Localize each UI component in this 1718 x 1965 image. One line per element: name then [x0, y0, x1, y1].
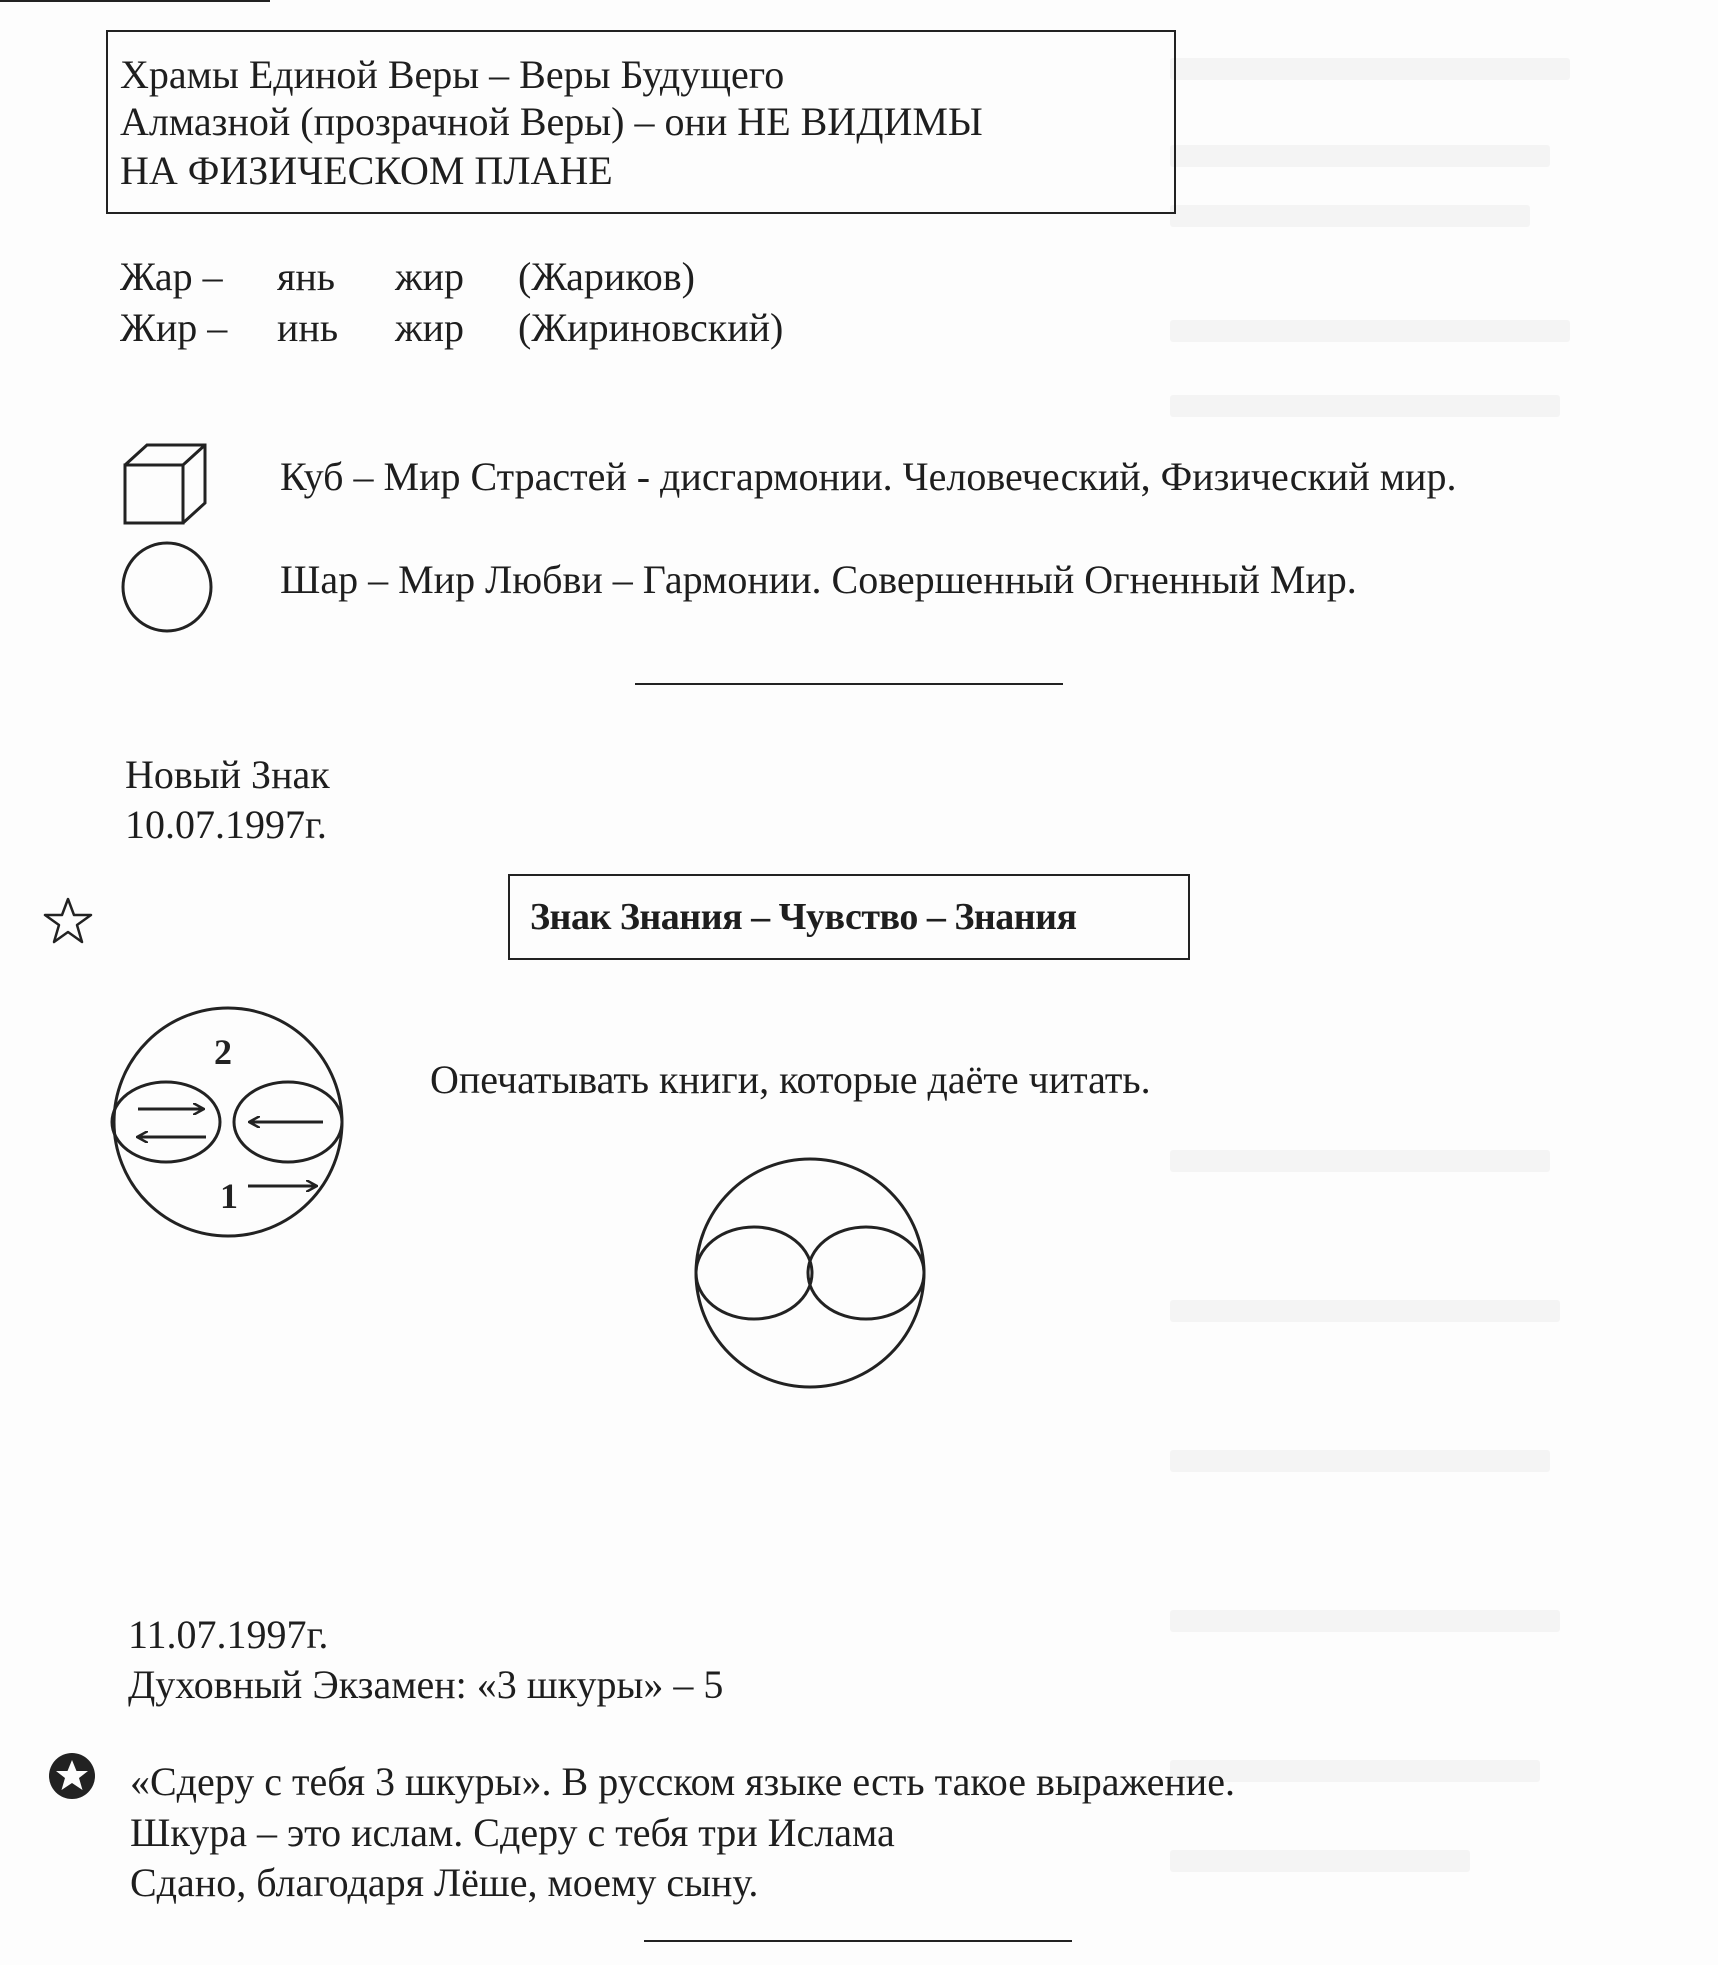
- top-edge-rule: [0, 0, 270, 2]
- entry-2-line-3: Сдано, благодаря Лёше, моему сыну.: [130, 1860, 759, 1905]
- entry-2-line-1: «Сдеру с тебя 3 шкуры». В русском языке есть такое выражение.: [130, 1759, 1235, 1804]
- temples-line-1: Храмы Единой Веры – Веры Будущего: [120, 52, 785, 97]
- entry-1-title: Новый Знак: [125, 752, 330, 797]
- temples-line-3: НА ФИЗИЧЕСКОМ ПЛАНЕ: [120, 148, 613, 193]
- knowledge-sign-heading: Знак Знания – Чувство – Знания: [530, 896, 1077, 938]
- sign-label-bottom: 1: [220, 1176, 238, 1216]
- plain-sign-diagram: [692, 1155, 928, 1391]
- star-outline-icon: [42, 896, 94, 946]
- pair-1-b: янь: [277, 254, 336, 299]
- pair-1-c: жир: [395, 254, 465, 299]
- cube-description: Куб – Мир Страстей - дисгармонии. Человеческий, Физический мир.: [280, 454, 1457, 499]
- temples-line-2: Алмазной (прозрачной Веры) – они НЕ ВИДИМЫ: [120, 99, 983, 144]
- pair-2-d: (Жириновский): [518, 305, 784, 350]
- pair-2-c: жир: [395, 305, 465, 350]
- pair-1-d: (Жариков): [518, 254, 695, 299]
- pair-2-b: инь: [277, 305, 339, 350]
- star-circle-icon: [48, 1752, 96, 1800]
- entry-2-line-2: Шкура – это ислам. Сдеру с тебя три Ислама: [130, 1810, 895, 1855]
- sphere-description: Шар – Мир Любви – Гармонии. Совершенный Огненный Мир.: [280, 557, 1357, 602]
- section-divider-1: [635, 683, 1063, 685]
- entry-2-title: Духовный Экзамен: «3 шкуры» – 5: [128, 1662, 724, 1707]
- entry-2-date: 11.07.1997г.: [128, 1612, 329, 1657]
- entry-1-date: 10.07.1997г.: [125, 802, 327, 847]
- pair-1-a: Жар –: [120, 254, 223, 299]
- knowledge-sign-diagram: [108, 1002, 348, 1242]
- cube-icon: [120, 440, 210, 530]
- pair-2-a: Жир –: [120, 305, 228, 350]
- sphere-icon: [120, 540, 214, 634]
- section-divider-2: [644, 1940, 1072, 1942]
- sign-label-top: 2: [214, 1032, 232, 1072]
- entry-1-note: Опечатывать книги, которые даёте читать.: [430, 1057, 1151, 1102]
